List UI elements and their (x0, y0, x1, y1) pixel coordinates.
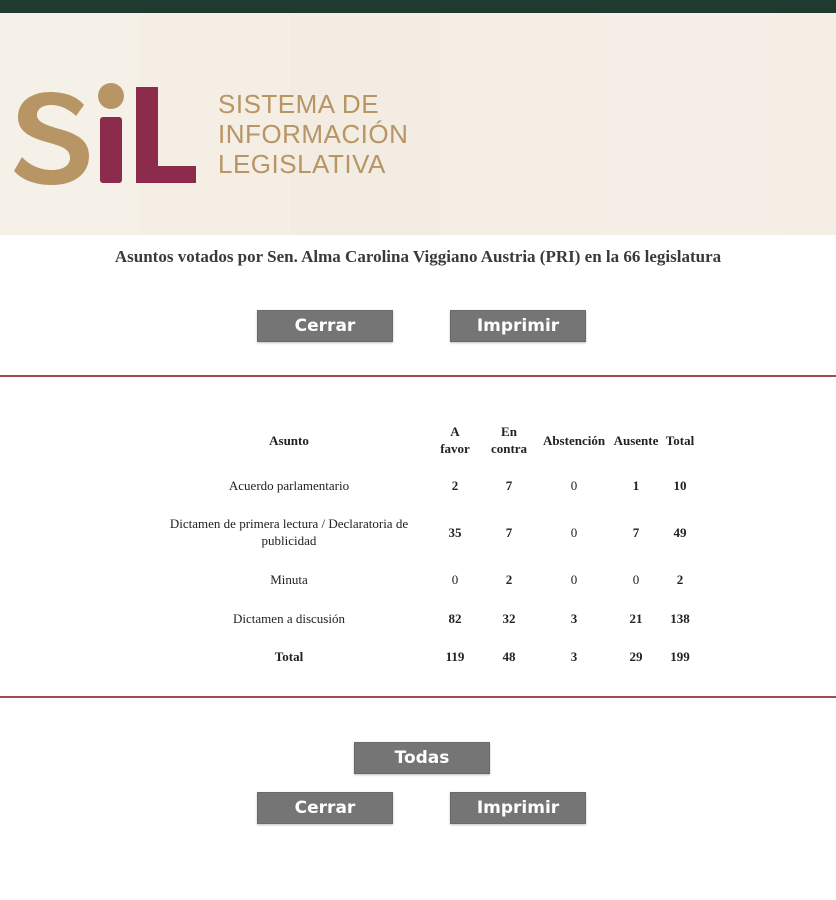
table-row (148, 556, 698, 602)
cell-total: 49 (673, 524, 687, 540)
cell-ausente: 1 (632, 477, 640, 493)
cell-contra: 7 (505, 477, 513, 493)
header-a-favor (430, 418, 480, 462)
cell-total: 2 (676, 571, 684, 587)
cell-total-contra: 48 (502, 648, 516, 664)
close-button[interactable]: Cerrar (257, 310, 393, 342)
cell-total-ausente: 29 (629, 648, 643, 664)
top-bar (0, 0, 836, 13)
header-abstencion: Abstención (542, 432, 606, 448)
cell-total-total: 199 (670, 648, 690, 664)
header-a-favor-line: A (450, 424, 460, 439)
cell-total-abstencion: 3 (570, 648, 578, 664)
wordmark-line: INFORMACIÓN (218, 119, 409, 149)
close-button-bottom[interactable]: Cerrar (257, 792, 393, 824)
print-button-bottom[interactable]: Imprimir (450, 792, 586, 824)
header-a-favor-line: favor (440, 441, 470, 456)
cell-abstencion: 3 (570, 610, 578, 626)
cell-abstencion: 0 (570, 571, 578, 587)
header-ausente: Ausente (613, 432, 659, 448)
cell-ausente: 7 (632, 524, 640, 540)
totals-row (148, 634, 698, 678)
cell-favor: 82 (448, 610, 462, 626)
table-row (148, 508, 698, 556)
table-row (148, 462, 698, 508)
cell-asunto: Dictamen a discusión (233, 610, 345, 626)
cell-contra: 2 (505, 571, 513, 587)
table-row (148, 602, 698, 634)
page-title: Asuntos votados por Sen. Alma Carolina Viggiano Austria (PRI) en la 66 legislatura (114, 247, 722, 266)
table-header-row (148, 418, 698, 462)
cell-ausente: 21 (629, 610, 643, 626)
cell-contra: 7 (505, 524, 513, 540)
cell-favor: 0 (451, 571, 459, 587)
cell-asunto: Minuta (270, 571, 308, 587)
cell-total-label: Total (274, 648, 304, 664)
cell-asunto: Acuerdo parlamentario (228, 477, 350, 493)
print-button[interactable]: Imprimir (450, 310, 586, 342)
cell-total-favor: 119 (445, 648, 465, 664)
cell-abstencion: 0 (570, 524, 578, 540)
cell-favor: 35 (448, 524, 462, 540)
all-button[interactable]: Todas (354, 742, 490, 774)
votes-table (148, 418, 698, 678)
cell-total: 10 (673, 477, 687, 493)
sil-logo-icon (14, 75, 204, 195)
logo-wordmark (218, 89, 408, 179)
cell-total: 138 (670, 610, 690, 626)
header-en-contra-line: En (501, 424, 517, 439)
header-total: Total (665, 432, 695, 448)
wordmark-line: LEGISLATIVA (218, 149, 386, 179)
wordmark-line: SISTEMA DE (218, 89, 380, 119)
header-en-contra-line: contra (490, 441, 528, 456)
cell-asunto: Dictamen de primera lectura / Declaratoria de publicidad (169, 516, 409, 548)
cell-favor: 2 (451, 477, 459, 493)
divider (0, 375, 836, 377)
header-asunto: Asunto (269, 432, 309, 448)
header-banner (0, 13, 836, 235)
sil-logo (14, 75, 204, 195)
cell-contra: 32 (502, 610, 516, 626)
cell-abstencion: 0 (570, 477, 578, 493)
banner-texture (600, 13, 780, 235)
header-en-contra (480, 418, 538, 462)
cell-ausente: 0 (632, 571, 640, 587)
divider (0, 696, 836, 698)
